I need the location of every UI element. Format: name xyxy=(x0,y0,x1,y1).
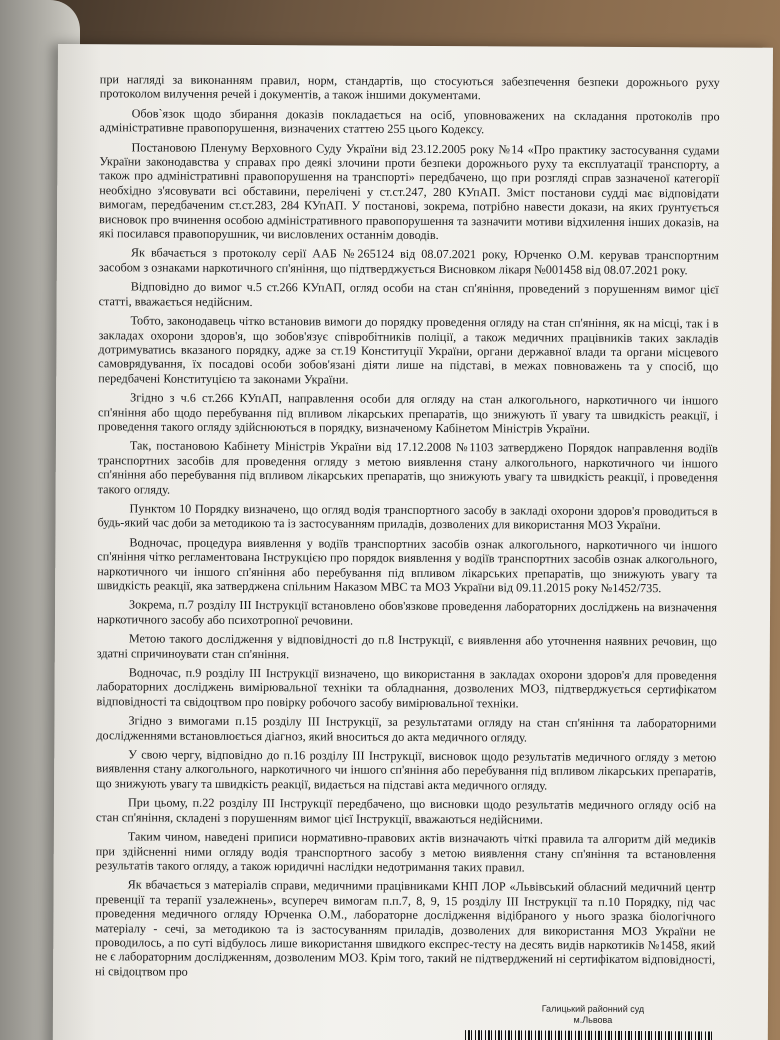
paragraph: Зокрема, п.7 розділу III Інструкції встановлено обов'язкове проведення лабораторних досліджень на визначення наркотичного засобу або психотропної речовини. xyxy=(96,597,718,628)
paragraph: Як вбачається з протоколу серії ААБ №265124 від 08.07.2021 року, Юрченко О.М. керував транспортним засобом з ознаками наркотичного сп'яніння, що підтверджується Висновком лікаря №001458 від 08.07.2021 року. xyxy=(98,245,719,278)
paragraph: Згідно з ч.6 ст.266 КУпАП, направлення особи для огляду на стан алкогольного, наркотичного чи іншого сп'яніння або щодо перебування під впливом лікарських препаратів, що знижують її увагу та швидкість реакції, і проведення такого огляду здійснюються в порядку, визначеному Кабінетом Міністрів України. xyxy=(97,390,719,436)
paragraph: при нагляді за виконанням правил, норм, стандартів, що стосуються забезпечення безпеки дорожнього руху протоколом вилучення речей і документів, а також іншими документами. xyxy=(99,72,720,103)
barcode xyxy=(465,1030,715,1040)
paragraph: Згідно з вимогами п.15 розділу III Інструкції, за результатами огляду на стан сп'яніння та лабораторними дослідженнями встановлюється діагноз, який вноситься до акта медичного огляду. xyxy=(96,713,717,745)
document-body xyxy=(95,72,720,986)
court-footer xyxy=(493,1003,693,1026)
paragraph: Як вбачається з матеріалів справи, медичними працівниками КНП ЛОР «Львівський обласний медичний центр превенції та терапії узалежнень», всупереч вимогам п.п.7, 8, 9, 15 розділу III Інструкції та п.10 Порядку, під час проведення медичного огляду Юрченка О.М., лабораторне дослідження відібраного у нього зразка біологічного матеріалу - сечі, за методикою та із застосуванням приладів, дозволених для використання МОЗ України не проводилось, а по суті відбулось лише використання швидкого експрес-тесту на десять видів наркотиків №1458, який не є лабораторним дослідженням, дозволеним МОЗ. Крім того, такий не підтверджений ні сертифікатом відповідності, ні свідоцтвом про xyxy=(95,877,716,979)
document-page xyxy=(53,44,773,1040)
paragraph: При цьому, п.22 розділу III Інструкції передбачено, що висновки щодо результатів медичного огляду осіб на стан сп'яніння, складені з порушенням вимог цієї Інструкції, вважаються недійсними. xyxy=(95,795,717,827)
court-city: м.Львова xyxy=(573,1014,613,1025)
paragraph: Тобто, законодавець чітко встановив вимоги до порядку проведення огляду на стан сп'яніння, як на місці, так і в закладах охорони здоров'я, що зобов'язує співробітників поліції, а також медичних працівників таких закладів дотримуватись вказаного порядку, адже за ст.19 Конституції України, органи державної влади та органи місцевого самоврядування, їх посадові особи зобов'язані діяти лише на підставі, в межах повноважень та у спосіб, що передбачені Конституцією та законами України. xyxy=(98,313,719,387)
paragraph: Водночас, процедура виявлення у водіїв транспортних засобів ознак алкогольного, наркотичного чи іншого сп'яніння чітко регламентована Інструкцією про порядок виявлення у водіїв транспортних засобів ознак алкогольного, наркотичного чи іншого сп'яніння або перебування під впливом лікарських препаратів, що знижують увагу та швидкість реакції, яка затверджена спільним Наказом МВС та МОЗ України від 09.11.2015 року №1452/735. xyxy=(97,535,718,596)
paragraph: Так, постановою Кабінету Міністрів України від 17.12.2008 №1103 затверджено Порядок направлення водіїв транспортних засобів для проведення огляду з метою виявлення стану алкогольного, наркотичного чи іншого сп'яніння або перебування під впливом лікарських препаратів, що знижують увагу та швидкість реакції, і проведення такого огляду. xyxy=(97,438,718,497)
paragraph: Постановою Пленуму Верховного Суду України від 23.12.2005 року №14 «Про практику застосування судами України законодавства у справах про деякі злочини проти безпеки дорожнього руху та експлуатації транспорту, а також про адміністративні правопорушення на транспорті» передбачено, що при розгляді справ зазначеної категорії необхідно з'ясовувати всі обставини, перелічені у ст.ст.247, 280 КУпАП. Зміст постанови судді має відповідати вимогам, передбаченим ст.ст.283, 284 КУпАП. У постанові, зокрема, потрібно навести докази, на яких ґрунтується висновок про вчинення особою адміністративного правопорушення та зазначити мотиви відхилення інших доказів, на які посилався правопорушник, чи висловлених останнім доводів. xyxy=(98,140,720,243)
paragraph: Відповідно до вимог ч.5 ст.266 КУпАП, огляд особи на стан сп'яніння, проведений з порушенням вимог цієї статті, вважається недійсним. xyxy=(98,279,719,309)
paragraph: Пунктом 10 Порядку визначено, що огляд водія транспортного засобу в закладі охорони здоров'я проводиться в будь-який час доби за методикою та із застосуванням приладів, дозволених для використання МОЗ України. xyxy=(97,501,718,533)
paragraph: Таким чином, наведені приписи нормативно-правових актів визначають чіткі правила та алгоритм дій медиків при здійсненні ними огляду водія транспортного засобу з метою виявлення стану сп'яніння та встановлення результатів такого огляду, а також юридичні наслідки недотримання таких правил. xyxy=(95,829,716,875)
court-name: Галицький районний суд xyxy=(541,1003,645,1015)
paragraph: Обов`язок щодо збирання доказів покладається на осіб, уповноважених на складання протоколів про адміністративне правопорушення, визначених статтею 255 цього Кодексу. xyxy=(99,106,720,137)
paragraph: У свою чергу, відповідно до п.16 розділу III Інструкції, висновок щодо результатів медичного огляду з метою виявлення стану алкогольного, наркотичного чи іншого сп'яніння або перебування під впливом лікарських препаратів, що знижують увагу та швидкість реакції, видається на підставі акта медичного огляду. xyxy=(96,747,717,793)
paragraph: Водночас, п.9 розділу III Інструкції визначено, що використання в закладах охорони здоров'я для проведення лабораторних досліджень вимірювальної техніки та обладнання, дозволених МОЗ, підтверджується сертифікатом відповідності та свідоцтвом про повірку робочого засобу вимірювальної техніки. xyxy=(96,665,717,711)
paragraph: Метою такого дослідження у відповідності до п.8 Інструкції, є виявлення або уточнення наявних речовин, що здатні спричиноувати стан сп'яніння. xyxy=(96,631,717,661)
